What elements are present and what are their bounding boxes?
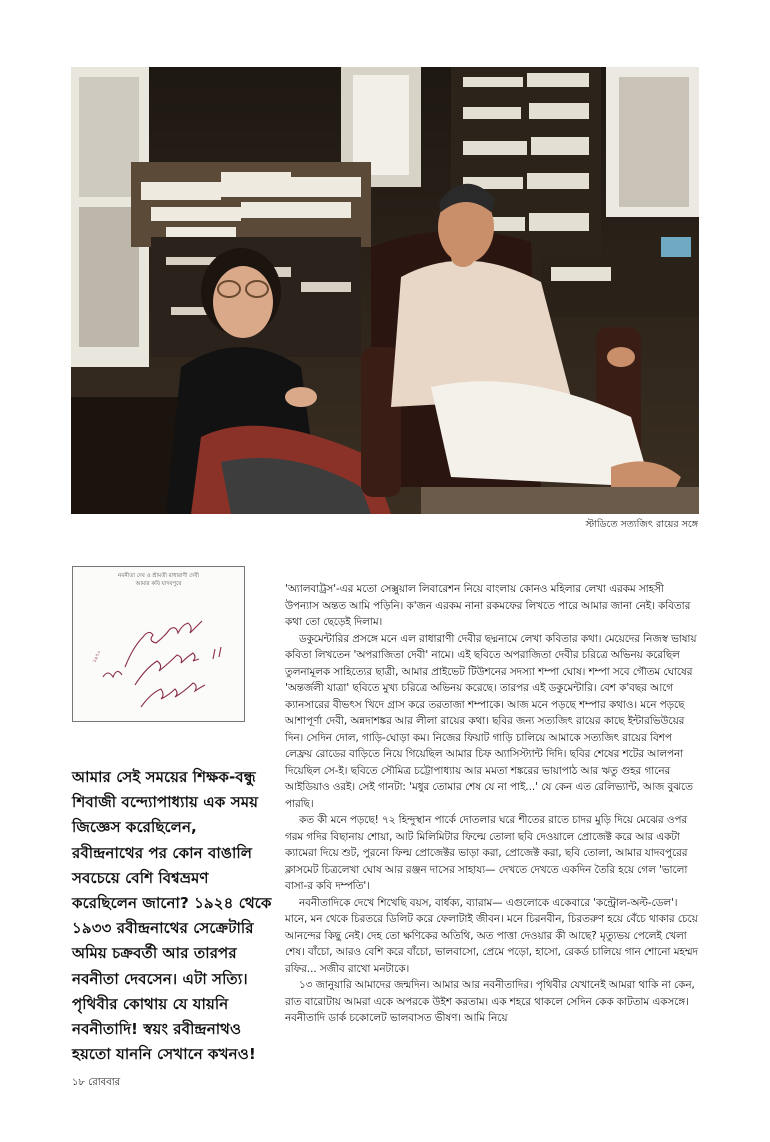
pull-quote: আমার সেই সময়ের শিক্ষক-বন্ধু শিবাজী বন্দ্যোপাধ্যায় এক সময় জিজ্ঞেস করেছিলেন, রবীন্দ্রনাথের পর কোন বাঙালি সবচেয়ে বেশি বিশ্বভ্রমণ করেছিলেন জানো? ১৯২৪ থেকে ১৯৩৩ রবীন্দ্রনাথের সেক্রেটারি অমিয় চক্রবর্তী আর তারপর নবনীতা দেবসেন। এটা সত্যি। পৃথিবীর কোথায় যে যায়নি নবনীতাদি! স্বয়ং রবীন্দ্রনাথও হয়তো যাননি সেখানে কখনও! bbox=[72, 768, 272, 1064]
photo-illustration bbox=[71, 67, 699, 514]
photo-caption: স্টাডিতে সত্যজিৎ রায়ের সঙ্গে bbox=[585, 519, 698, 530]
inset-print-line1: নবনীতা দেব ও শ্রীমতী রাধারাণী দেবী bbox=[118, 573, 199, 579]
paragraph: নবনীতাদিকে দেখে শিখেছি বয়স, বার্ধক্য, ব্যারাম— এগুলোকে একেবারে 'কন্ট্রোল-অল্ট-ডেল'। মানে, মন থেকে চিরতরে ডিলিট করে ফেলাটাই জীবন। মনে চিরনবীন, চিরতরুণ হয়ে বেঁচে থাকার চেয়ে আনন্দের কিছু নেই। দেহ তো ক্ষণিকের অতিথি, অত পাত্তা দেওয়ার কী আছে? মৃত্যুভয় পেলেই খেলা শেষ। বাঁচো, আরও বেশি করে বাঁচো, ভালবাসো, প্রেমে পড়ো, হাসো, রেকর্ড চালিয়ে গান শোনো মহম্মদ রফির... সজীব রাখো মনটাকে। bbox=[285, 896, 698, 975]
paragraph: ডকুমেন্টারির প্রসঙ্গে মনে এল রাধারাণী দেবীর ছদ্মনামে লেখা কবিতার কথা। মেয়েদের নিজস্ব ভাষায় কবিতা লিখতেন 'অপরাজিতা দেবী' নামে। এই ছবিতে অপরাজিতা দেবীর চরিত্রে অভিনয় করেছিল তুলনামূলক সাহিত্যের ছাত্রী, আমার প্রাইভেট টিউশনের সদস্যা শম্পা ঘোষ। শম্পা সবে গৌতম ঘোষের 'অন্তর্জলী যাত্রা' ছবিতে মুখ্য চরিত্রে অভিনয় করেছে। তারপর এই ডকুমেন্টারি। বেশ ক'বছর আগে ক্যানসারের বীভৎস খিদে গ্রাস করে তরতাজা শম্পাকে। আজ মনে পড়ছে শম্পার কথাও। মনে পড়ছে আশাপূর্ণা দেবী, অন্নদাশঙ্কর আর লীলা রায়ের কথা। ছবির জন্য সত্যজিৎ রায়ের কাছে ইন্টারভিউয়ের দিন। সেদিন দোল, গাড়ি-ঘোড়া কম। নিজের ফিয়াট গাড়ি চালিয়ে আমাকে সত্যজিৎ রায়ের বিশপ লেফ্রয় রোডের বাড়িতে নিয়ে গিয়েছিল আমার চিফ অ্যাসিস্ট্যান্ট দিদি। ছবির শেষের শটের আলপনা দিয়েছিল সে-ই। ছবিতে সৌমিত্র চট্টোপাধ্যায় আর মমতা শঙ্করের ভায়াপাঠ আর ঋতু গুহর গানের আইডিয়াও ওরই। সেই গানটা: 'মধুর তোমার শেষ যে না পাই...' যে কেন এত রেলিভ্যান্ট, আজ বুঝতে পারছি। bbox=[285, 632, 697, 810]
inset-print-line2: আমার কবি যাদবপুরে bbox=[135, 581, 182, 587]
paragraph: 'অ্যালবাট্রস'-এর মতো সেক্সুয়াল লিবারেশন নিয়ে বাংলায় কোনও মহিলার লেখা এরকম সাহসী উপন্যাস অন্তত আমি পড়িনি। ক'জন এরকম নানা রকমফের লিখতে পারে আমার জানা নেই। কবিতার কথা তো ছেড়েই দিলাম। bbox=[285, 583, 691, 628]
handwritten-note bbox=[73, 567, 244, 721]
svg-text:১৯৭০: ১৯৭০ bbox=[91, 649, 103, 664]
page-folio: ১৮ রোববার bbox=[72, 1077, 121, 1088]
article-body bbox=[285, 581, 698, 1027]
photo-study bbox=[71, 67, 699, 514]
paragraph: ১৩ জানুয়ারি আমাদের জন্মদিন। আমার আর নবনীতাদির। পৃথিবীর যেখানেই আমরা থাকি না কেন, রাত বারোটায় আমরা একে অপরকে উইশ করতাম। এক শহরে থাকলে সেদিন কেক কাটতাম একসঙ্গে। নবনীতাদি ডার্ক চকোলেট ভালবাসত ভীষণ। আমি নিয়ে bbox=[285, 979, 695, 1024]
paragraph: কত কী মনে পড়ছে! ৭২ হিন্দুস্থান পার্কে দোতলার ঘরে শীতের রাতে চাদর মুড়ি দিয়ে মেঝের ওপর গরম গদির বিছানায় শোয়া, আট মিলিমিটার ফিল্মে তোলা ছবি দেওয়ালে প্রোজেক্ট করে আর একটা ক্যামেরা দিয়ে শুট, পুরনো ফিল্ম প্রোজেক্টর ভাড়া করা, প্রোজেক্ট করা, ছবি তোলা, আমার যাদবপুরের ক্লাসমেট চিত্রলেখা ঘোষ আর রঞ্জন দাসের সাহায্য— দেখতে দেখতে একদিন তৈরি হয়ে গেল 'ভালো বাসা-র কবি দম্পতি'। bbox=[285, 814, 688, 892]
autograph-inset bbox=[72, 566, 245, 722]
